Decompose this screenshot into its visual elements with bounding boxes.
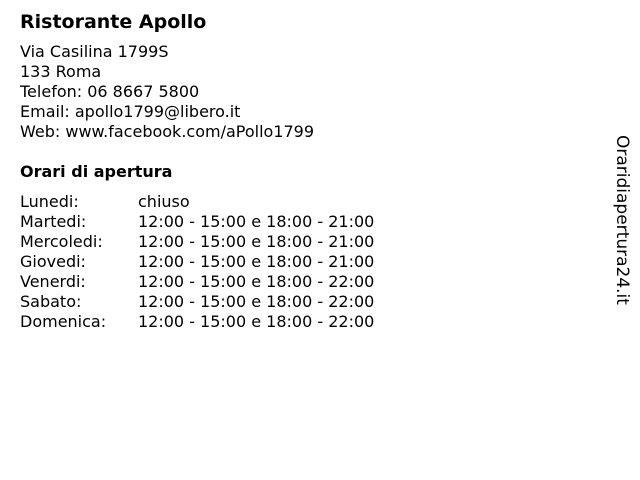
- hours-row: [20, 272, 374, 292]
- hours-row: [20, 312, 374, 332]
- web-line[interactable]: Web: www.facebook.com/aPollo1799: [20, 122, 315, 141]
- day-hours: 12:00 - 15:00 e 18:00 - 22:00: [138, 292, 375, 311]
- day-label: Giovedi:: [20, 252, 86, 271]
- hours-row: [20, 192, 374, 212]
- hours-row: [20, 292, 374, 312]
- hours-row: [20, 212, 374, 232]
- day-label: Lunedi:: [20, 192, 79, 211]
- day-hours: 12:00 - 15:00 e 18:00 - 21:00: [138, 232, 375, 251]
- address-street: Via Casilina 1799S: [20, 42, 169, 61]
- address-city: 133 Roma: [20, 62, 102, 81]
- day-label: Venerdi:: [20, 272, 86, 291]
- day-label: Martedi:: [20, 212, 87, 231]
- day-label: Sabato:: [20, 292, 82, 311]
- day-label: Domenica:: [20, 312, 107, 331]
- email-line[interactable]: Email: apollo1799@libero.it: [20, 102, 241, 121]
- opening-hours-heading: Orari di apertura: [20, 162, 173, 181]
- contact-block: [20, 42, 600, 142]
- day-hours: 12:00 - 15:00 e 18:00 - 22:00: [138, 272, 375, 291]
- day-hours: chiuso: [138, 192, 190, 211]
- opening-hours-table: [20, 192, 374, 332]
- hours-row: [20, 232, 374, 252]
- day-hours: 12:00 - 15:00 e 18:00 - 21:00: [138, 212, 375, 231]
- day-label: Mercoledi:: [20, 232, 103, 251]
- day-hours: 12:00 - 15:00 e 18:00 - 21:00: [138, 252, 375, 271]
- restaurant-name: Ristorante Apollo: [20, 11, 207, 33]
- restaurant-card: [20, 10, 600, 332]
- hours-row: [20, 252, 374, 272]
- phone-line[interactable]: Telefon: 06 8667 5800: [20, 82, 200, 101]
- day-hours: 12:00 - 15:00 e 18:00 - 22:00: [138, 312, 375, 331]
- site-watermark: Oraridiapertura24.it: [612, 135, 632, 305]
